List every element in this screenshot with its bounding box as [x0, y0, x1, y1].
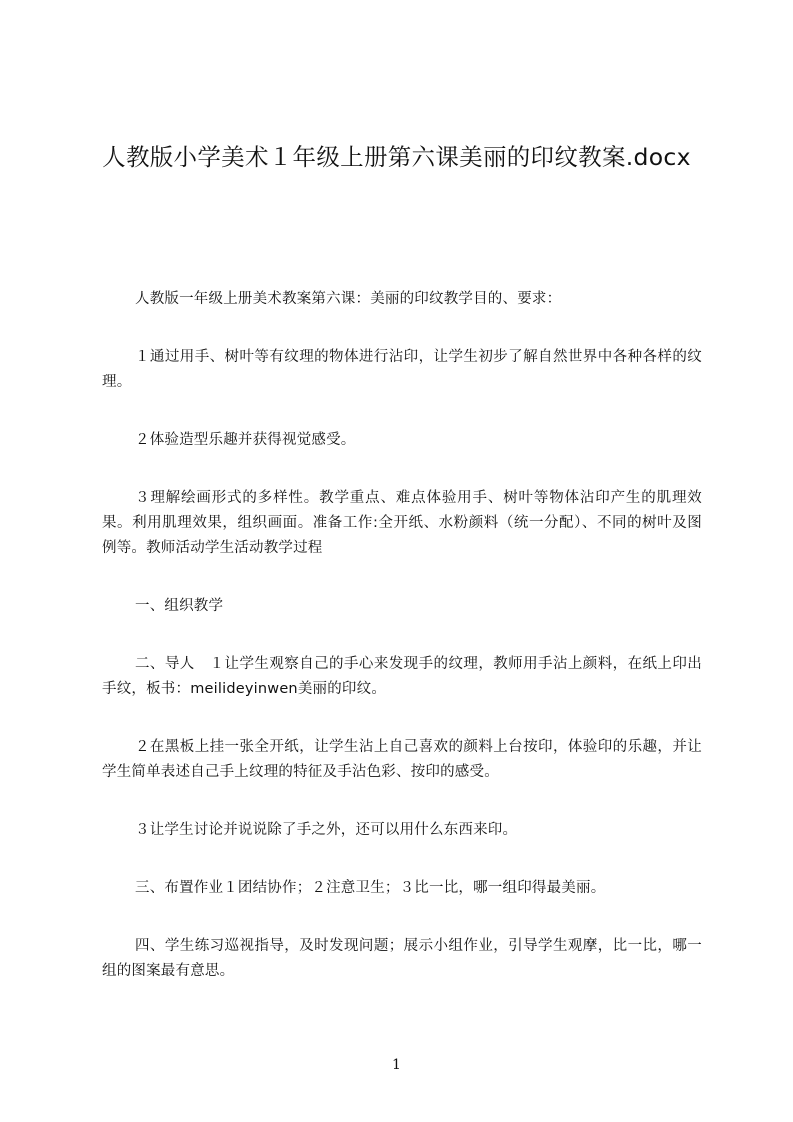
- paragraph-step-3: ３让学生讨论并说说除了手之外，还可以用什么东西来印。: [135, 822, 518, 838]
- paragraph-goal-1: １通过用手、树叶等有纹理的物体进行沾印，让学生初步了解自然世界中各种各样的纹理。: [102, 349, 702, 390]
- paragraph-goal-3: ３理解绘画形式的多样性。教学重点、难点体验用手、树叶等物体沾印产生的肌理效果。利用肌理效果，组织画面。准备工作:全开纸、水粉颜料（统一分配）、不同的树叶及图例等。教师活动学生活动教学过程: [102, 490, 702, 556]
- document-body: [102, 287, 702, 984]
- page-number: 1: [392, 1057, 401, 1073]
- paragraph-goal-2: ２体验造型乐趣并获得视觉感受。: [135, 432, 356, 448]
- document-title: 人教版小学美术１年级上册第六课美丽的印纹教案.docx: [102, 143, 691, 171]
- paragraph-section-1: 一、组织教学: [135, 598, 224, 614]
- paragraph-section-4: 四、学生练习巡视指导，及时发现问题；展示小组作业，引导学生观摩，比一比，哪一组的图案最有意思。: [102, 938, 702, 979]
- paragraph-section-2: 二、导人 １让学生观察自己的手心来发现手的纹理，教师用手沾上颜料，在纸上印出手纹，板书：meilideyinwen美丽的印纹。: [102, 656, 702, 697]
- paragraph-step-2: ２在黑板上挂一张全开纸，让学生沾上自己喜欢的颜料上台按印，体验印的乐趣，并让学生简单表述自己手上纹理的特征及手沾色彩、按印的感受。: [102, 739, 702, 780]
- paragraph-section-3: 三、布置作业１团结协作；２注意卫生；３比一比，哪一组印得最美丽。: [135, 880, 606, 896]
- paragraph-intro: 人教版一年级上册美术教案第六课：美丽的印纹教学目的、要求：: [135, 291, 562, 307]
